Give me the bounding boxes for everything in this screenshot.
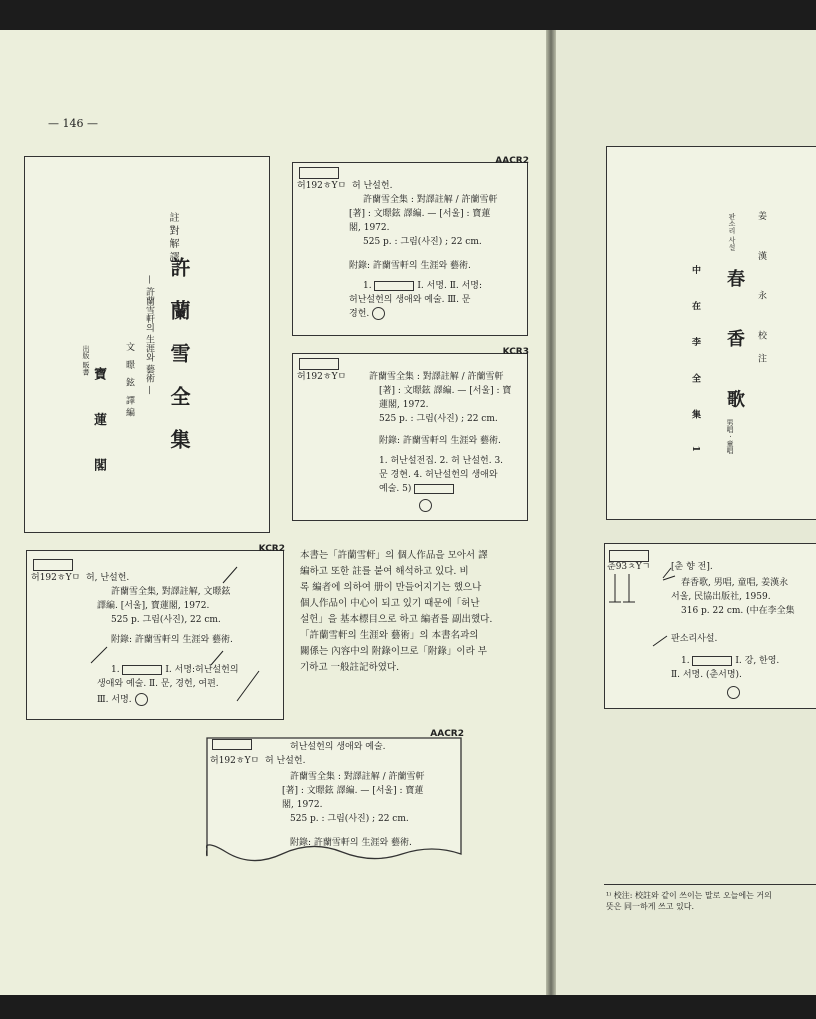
blank-box — [414, 484, 454, 494]
catalog-card-kcr3 — [292, 347, 529, 521]
right-title-small: 男唱 · 童唱 — [726, 419, 734, 454]
card-heading: [춘 향 전]. — [671, 562, 713, 572]
tracing: Ⅰ. 서명:허난설헌의 — [165, 665, 239, 675]
card-line: 春香歌, 男唱, 童唱, 姜漢永 — [681, 578, 789, 588]
right-title-hangul: 판소리 사설 — [728, 213, 736, 251]
card-note: 附錄: 許蘭雪軒의 生涯와 藝術. — [111, 635, 233, 645]
title-publisher: 寶 蓮 閣 — [91, 367, 106, 486]
title-editor: 文 暻 鉉 譯編 — [124, 342, 134, 420]
call-number-box — [299, 358, 339, 370]
body-line: 록 編者에 의하여 册이 만들어지기는 했으나 — [300, 582, 482, 593]
call-number: 허192ㅎYㅁ — [297, 181, 347, 191]
title-subtitle: — 許蘭雪軒의 生涯와 藝術 — — [144, 275, 154, 395]
card-line: 許蘭雪全集, 對譯註解, 文暻鉉 — [111, 587, 231, 597]
tracing: 1. — [111, 665, 120, 675]
footnote-rule — [604, 884, 816, 885]
card-note: 附錄: 許蘭雪軒의 生涯와 藝術. — [290, 838, 412, 848]
card-line: 525 p. : 그림(사진) ; 22 cm. — [379, 414, 498, 424]
card-tag: KCR2 — [258, 544, 285, 554]
card-line: [著] : 文暻鉉 譯編. — [서울] : 寶 — [379, 386, 512, 396]
tracing: 예술. 5) — [379, 484, 412, 494]
tracing: 생애와 예술. Ⅱ. 문, 경헌, 여편. — [97, 679, 219, 689]
tracing: 허난설헌의 생애와 예술. Ⅲ. 문 — [349, 295, 471, 305]
body-paragraph — [300, 548, 536, 676]
tracing: Ⅰ. 서명. Ⅱ. 서명: — [417, 281, 482, 291]
card-line: 316 p. 22 cm. (中在李全集 — [681, 606, 795, 616]
annotation-arrows — [27, 551, 283, 719]
hole-circle — [372, 307, 385, 320]
right-title-page-box — [606, 146, 816, 520]
title-publisher-label: 出版 販書 — [82, 345, 90, 376]
call-number-box — [212, 739, 252, 750]
tracing: 1. 허난설전집. 2. 허 난설헌. 3. — [379, 456, 504, 466]
card-tag: AACR2 — [495, 156, 529, 166]
call-number: 허192ㅎYㅁ — [297, 372, 347, 382]
tracing: 1. — [363, 281, 372, 291]
body-line: 個人作品이 中心이 되고 있기 때문에「허난 — [300, 598, 480, 609]
footnote — [606, 890, 816, 912]
call-number: 춘93ㅊYㄱ — [607, 562, 651, 572]
card-line: 허난설헌의 생애와 예술. — [290, 742, 386, 752]
catalog-card-aacr2-top — [292, 156, 529, 336]
body-line: 설헌」을 基本標目으로 하고 編者를 副出했다. — [300, 614, 493, 625]
call-number: 허192ㅎYㅁ — [31, 573, 81, 583]
footnote-line: 뜻은 同一하게 쓰고 있다. — [606, 902, 694, 911]
right-title-editor: 姜 漢 永 校注 — [756, 211, 766, 377]
annotation-marks — [605, 544, 816, 708]
page-number: — 146 — — [48, 117, 98, 130]
catalog-card-kcr2 — [26, 544, 285, 720]
card-line: 525 p. : 그림(사진) ; 22 cm. — [363, 237, 482, 247]
card-line: 閣, 1972. — [349, 223, 390, 233]
tracing: Ⅱ. 서명. (춘서명). — [671, 670, 742, 680]
card-heading: 허, 난설헌. — [85, 573, 130, 583]
body-line: 「許蘭雪軒의 生涯와 藝術」의 本書名과의 — [300, 630, 479, 641]
title-main: 許 蘭 雪 全 集 — [167, 257, 191, 457]
card-line: 許蘭雪全集 : 對譯註解 / 許蘭雪軒 — [363, 195, 498, 205]
card-line: 525 p. 그림(사진), 22 cm. — [111, 615, 221, 625]
book-gutter — [546, 30, 556, 995]
tracing: 1. — [681, 656, 690, 666]
card-heading: 허 난설헌. — [264, 756, 306, 766]
body-line: 編하고 또한 註를 붙여 해석하고 있다. 비 — [300, 566, 469, 577]
call-number-box — [299, 167, 339, 179]
card-line: 서울, 民協出版社, 1959. — [671, 592, 771, 602]
card-note: 附錄: 許蘭雪軒의 生涯와 藝術. — [379, 436, 501, 446]
card-note: 附錄: 許蘭雪軒의 生涯와 藝術. — [349, 261, 471, 271]
blank-box — [374, 281, 414, 291]
right-title-main: 春 香 歌 — [724, 269, 745, 426]
body-line: 關係는 內容中의 附錄이므로「附錄」이라 부 — [300, 646, 487, 657]
card-line: 譯編. [서울], 寶蓮閣, 1972. — [97, 601, 210, 611]
body-line: 기하고 一般註記하였다. — [300, 662, 400, 673]
tracing: 문 경현. 4. 허난설헌의 생애와 — [379, 470, 498, 480]
right-title-series: 中 在 李 全 集 1 — [690, 265, 700, 464]
title-page-box — [24, 156, 270, 533]
title-small: 註 對 解 譯 — [167, 212, 178, 262]
tracing: Ⅰ. 강, 한영. — [735, 656, 780, 666]
card-line: 許蘭雪全集 : 對譯註解 / 許蘭雪軒 — [369, 372, 504, 382]
card-line: [著] : 文暻鉉 譯編. — [서울] : 寶蓮 — [282, 786, 424, 796]
card-heading: 허 난설헌. — [351, 181, 393, 191]
hole-circle — [419, 499, 432, 512]
card-line: 閣, 1972. — [282, 800, 323, 810]
call-number: 허192ㅎYㅁ — [210, 756, 260, 766]
tracing: 경헌. — [349, 309, 370, 319]
catalog-card-right — [604, 543, 816, 709]
card-line: 蓮閣, 1972. — [379, 400, 429, 410]
card-line: 許蘭雪全集 : 對譯註解 / 許蘭雪軒 — [290, 772, 425, 782]
card-tag: KCR3 — [502, 347, 529, 357]
card-subject: 판소리사설. — [671, 634, 718, 644]
footnote-line: ¹⁾ 校注: 校註와 같이 쓰이는 말로 오늘에는 거의 — [606, 891, 772, 900]
tracing: Ⅲ. 서명. — [97, 695, 132, 705]
body-line: 本書는「許蘭雪軒」의 個人作品을 모아서 譯 — [300, 550, 488, 561]
card-tag: AACR2 — [430, 729, 464, 739]
card-line: 525 p. : 그림(사진) ; 22 cm. — [290, 814, 409, 824]
catalog-card-aacr2-bottom — [206, 729, 464, 866]
card-line: [著] : 文暻鉉 譯編. — [서울] : 寶蓮 — [349, 209, 491, 219]
